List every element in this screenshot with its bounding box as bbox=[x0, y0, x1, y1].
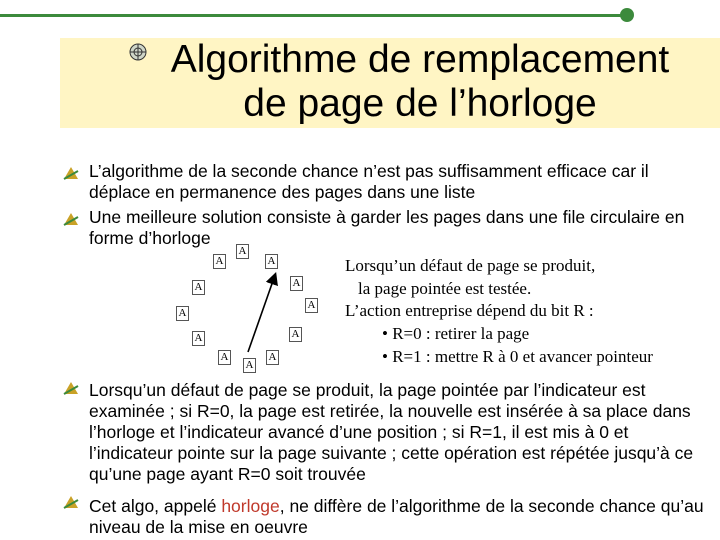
clock-note-line-2: la page pointée est testée. bbox=[358, 279, 532, 298]
clock-page: A bbox=[192, 331, 205, 346]
clock-page: A bbox=[265, 254, 278, 269]
bullet-text-4-after: , ne diffère de l’algorithme de la seconde chance qu’au niveau de la mise en oeuvre bbox=[89, 496, 704, 537]
bullet-icon bbox=[62, 165, 80, 181]
clock-page: A bbox=[176, 306, 189, 321]
bullet-icon bbox=[62, 494, 80, 510]
clock-page: A bbox=[192, 280, 205, 295]
title-line-1: Algorithme de remplacement bbox=[170, 38, 670, 81]
clock-page: A bbox=[290, 276, 303, 291]
top-rule bbox=[0, 14, 630, 17]
bullet-text-3: Lorsqu’un défaut de page se produit, la page pointée par l’indicateur est examinée ; si R=0, la page est retirée, la nouvelle est insérée à sa place dans l’horloge et l’indicateur avancé d’une position ; si R=1, il est mis à 0 et l’indicateur pointe sur la page suivante ; cette opération est répétée jusqu’à ce qu’une page ayant R=0 soit trouvée bbox=[89, 380, 694, 484]
title-line-2: de page de l’horloge bbox=[243, 82, 597, 125]
clock-page: A bbox=[236, 244, 249, 259]
bullet-text-4 bbox=[89, 496, 704, 538]
clock-note-line-3: L’action entreprise dépend du bit R : bbox=[345, 301, 594, 320]
bullet-text-4-before: Cet algo, appelé bbox=[89, 496, 222, 516]
bullet-text-1: L’algorithme de la seconde chance n’est pas suffisamment efficace car il déplace en permanence des pages dans une liste bbox=[89, 161, 649, 202]
clock-page: A bbox=[305, 298, 318, 313]
clock-note-line-4: • R=0 : retirer la page bbox=[382, 324, 530, 343]
clock-page: A bbox=[266, 350, 279, 365]
bullet-text-2: Une meilleure solution consiste à garder les pages dans une file circulaire en forme d’horloge bbox=[89, 207, 685, 248]
clock-page: A bbox=[218, 350, 231, 365]
highlight-term: horloge bbox=[221, 496, 280, 516]
top-rule-end bbox=[620, 8, 634, 22]
clock-page: A bbox=[243, 358, 256, 373]
clock-page: A bbox=[289, 327, 302, 342]
clock-note-line-5: • R=1 : mettre R à 0 et avancer pointeur bbox=[382, 347, 653, 366]
bullet-icon bbox=[62, 380, 80, 396]
clock-note-line-1: Lorsqu’un défaut de page se produit, bbox=[345, 256, 596, 275]
slide-title bbox=[120, 38, 720, 126]
clock-hand-arrow bbox=[240, 268, 280, 358]
bullet-icon bbox=[62, 211, 80, 227]
clock-page: A bbox=[213, 254, 226, 269]
